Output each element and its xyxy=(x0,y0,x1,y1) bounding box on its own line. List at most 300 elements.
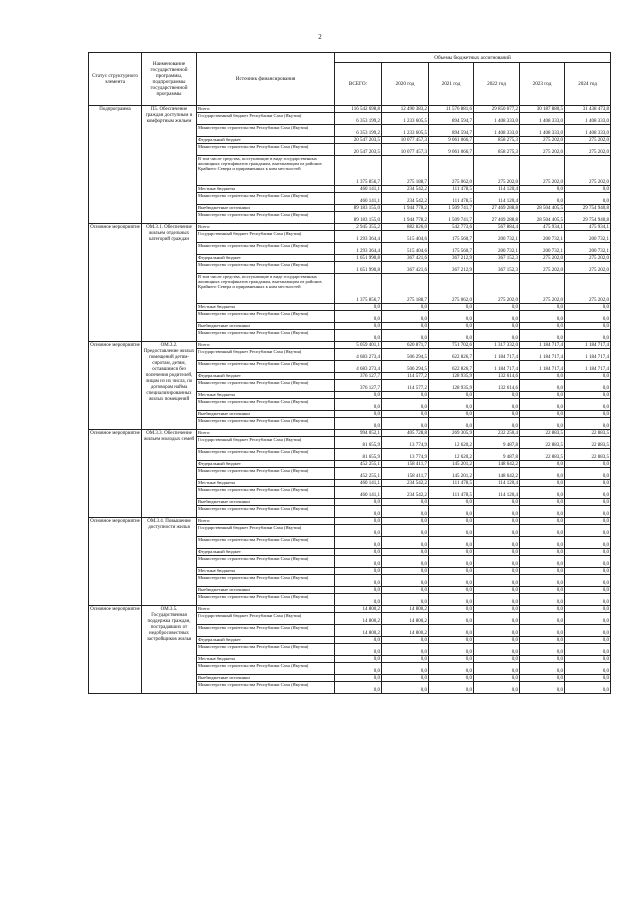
year-value-cell: 0,0 xyxy=(520,537,565,549)
funding-source-cell: Федеральный бюджет xyxy=(197,373,335,380)
year-value-cell: 0,0 xyxy=(520,323,565,330)
status-cell: Основное мероприятие xyxy=(89,518,142,606)
year-value-cell: 11 576 881,6 xyxy=(429,106,474,113)
funding-source-cell: Федеральный бюджет xyxy=(197,549,335,556)
total-value-cell: 116 542 698,8 xyxy=(335,106,382,113)
year-value-cell: 0,0 xyxy=(520,499,565,506)
funding-source-cell: Местные бюджеты xyxy=(197,186,335,193)
year-value-cell: 0,0 xyxy=(565,663,611,675)
year-value-cell: 200 732,1 xyxy=(520,231,565,243)
funding-source-cell: Всего: xyxy=(197,606,335,613)
year-value-cell: 0,0 xyxy=(382,675,429,682)
year-value-cell: 0,0 xyxy=(520,549,565,556)
total-value-cell: 14 800,2 xyxy=(335,625,382,637)
year-value-cell: 275 202,0 xyxy=(565,156,611,186)
total-value-cell: 0,0 xyxy=(335,568,382,575)
status-cell: Основное мероприятие xyxy=(89,606,142,694)
year-value-cell: 515 404,6 xyxy=(382,243,429,255)
year-value-cell: 0,0 xyxy=(429,656,474,663)
year-value-cell: 0,0 xyxy=(565,637,611,644)
year-value-cell: 0,0 xyxy=(382,575,429,587)
funding-source-cell: Государственный бюджет Республики Саха (Якутия) xyxy=(197,349,335,361)
year-value-cell: 1 408 333,0 xyxy=(474,125,520,137)
year-value-cell: 0,0 xyxy=(429,587,474,594)
year-value-cell: 234 542,2 xyxy=(382,186,429,193)
year-value-cell: 0,0 xyxy=(565,480,611,487)
year-value-cell: 0,0 xyxy=(474,644,520,656)
funding-source-cell: Министерство строительства Республики Саха (Якутия) xyxy=(197,380,335,392)
year-value-cell: 275 062,0 xyxy=(429,156,474,186)
total-value-cell: 0,0 xyxy=(335,330,382,342)
year-value-cell: 0,0 xyxy=(565,675,611,682)
year-value-cell: 367 152,3 xyxy=(474,262,520,274)
year-value-cell: 506 294,5 xyxy=(382,349,429,361)
year-value-cell: 275 188,7 xyxy=(382,274,429,304)
year-value-cell: 0,0 xyxy=(382,587,429,594)
year-value-cell: 1 317 332,0 xyxy=(474,342,520,349)
year-value-cell: 0,0 xyxy=(382,418,429,430)
funding-source-cell: Министерство строительства Республики Саха (Якутия) xyxy=(197,361,335,373)
year-value-cell: 200 732,1 xyxy=(565,231,611,243)
total-value-cell: 0,0 xyxy=(335,499,382,506)
year-value-cell: 13 774,9 xyxy=(382,449,429,461)
header-2023: 2023 год xyxy=(520,63,565,106)
funding-source-cell: Местные бюджеты xyxy=(197,304,335,311)
year-value-cell: 0,0 xyxy=(474,304,520,311)
funding-source-cell: Внебюджетные источники xyxy=(197,587,335,594)
year-value-cell: 0,0 xyxy=(474,537,520,549)
total-value-cell: 0,0 xyxy=(335,506,382,518)
year-value-cell: 1 233 605,5 xyxy=(382,113,429,125)
year-value-cell: 0,0 xyxy=(474,556,520,568)
year-value-cell: 0,0 xyxy=(429,625,474,637)
year-value-cell: 0,0 xyxy=(565,487,611,499)
year-value-cell: 0,0 xyxy=(520,568,565,575)
funding-source-cell: Внебюджетные источники xyxy=(197,675,335,682)
year-value-cell: 29 754 940,8 xyxy=(565,205,611,212)
year-value-cell: 10 077 457,3 xyxy=(382,137,429,144)
year-value-cell: 200 732,1 xyxy=(474,243,520,255)
funding-source-cell: Местные бюджеты xyxy=(197,656,335,663)
year-value-cell: 0,0 xyxy=(520,518,565,525)
year-value-cell: 275 202,0 xyxy=(520,255,565,262)
year-value-cell: 0,0 xyxy=(429,556,474,568)
year-value-cell: 1 408 333,0 xyxy=(565,113,611,125)
year-value-cell: 0,0 xyxy=(520,625,565,637)
year-value-cell: 27 469 288,8 xyxy=(474,205,520,212)
year-value-cell: 1 408 333,0 xyxy=(520,125,565,137)
year-value-cell: 275 202,0 xyxy=(474,274,520,304)
year-value-cell: 0,0 xyxy=(565,418,611,430)
total-value-cell: 0,0 xyxy=(335,594,382,606)
year-value-cell: 0,0 xyxy=(520,594,565,606)
year-value-cell: 0,0 xyxy=(520,193,565,205)
year-value-cell: 114 577,2 xyxy=(382,373,429,380)
year-value-cell: 0,0 xyxy=(520,380,565,392)
year-value-cell: 0,0 xyxy=(520,587,565,594)
program-name-cell: ОМ.3.5. Государственная поддержка граждан, пострадавших от недобросовестных застройщиков жилья xyxy=(142,606,197,694)
year-value-cell: 0,0 xyxy=(520,461,565,468)
year-value-cell: 0,0 xyxy=(382,537,429,549)
year-value-cell: 0,0 xyxy=(382,499,429,506)
funding-source-cell: Всего: xyxy=(197,430,335,437)
year-value-cell: 111 478,5 xyxy=(429,193,474,205)
year-value-cell: 367 421,6 xyxy=(382,255,429,262)
year-value-cell: 405 728,8 xyxy=(382,430,429,437)
year-value-cell: 0,0 xyxy=(565,399,611,411)
year-value-cell: 0,0 xyxy=(429,549,474,556)
funding-source-cell: В том числе средства, поступающие в виде государственных жилищных сертификатов гражданам, выезжающим из районов Крайнего Севера и приравненных к ним местностей xyxy=(197,274,335,304)
year-value-cell: 111 478,5 xyxy=(429,186,474,193)
funding-source-cell: Министерство строительства Республики Саха (Якутия) xyxy=(197,311,335,323)
year-value-cell: 0,0 xyxy=(382,656,429,663)
total-value-cell: 0,0 xyxy=(335,304,382,311)
year-value-cell: 0,0 xyxy=(565,613,611,625)
year-value-cell: 0,0 xyxy=(429,606,474,613)
funding-source-cell: Всего: xyxy=(197,518,335,525)
header-2020: 2020 год xyxy=(382,63,429,106)
funding-source-cell: Государственный бюджет Республики Саха (Якутия) xyxy=(197,437,335,449)
year-value-cell: 0,0 xyxy=(429,575,474,587)
year-value-cell: 14 800,2 xyxy=(382,613,429,625)
total-value-cell: 1 293 364,4 xyxy=(335,243,382,255)
year-value-cell: 0,0 xyxy=(429,506,474,518)
year-value-cell: 9 061 066,7 xyxy=(429,144,474,156)
year-value-cell: 132 614,6 xyxy=(474,380,520,392)
year-value-cell: 0,0 xyxy=(474,311,520,323)
year-value-cell: 0,0 xyxy=(429,330,474,342)
year-value-cell: 175 560,7 xyxy=(429,243,474,255)
year-value-cell: 0,0 xyxy=(565,411,611,418)
year-value-cell: 0,0 xyxy=(520,480,565,487)
year-value-cell: 858 275,3 xyxy=(474,144,520,156)
total-value-cell: 0,0 xyxy=(335,418,382,430)
year-value-cell: 620 871,7 xyxy=(382,342,429,349)
year-value-cell: 0,0 xyxy=(565,323,611,330)
year-value-cell: 0,0 xyxy=(429,392,474,399)
year-value-cell: 1 408 333,0 xyxy=(520,113,565,125)
year-value-cell: 0,0 xyxy=(520,644,565,656)
total-value-cell: 0,0 xyxy=(335,675,382,682)
year-value-cell: 0,0 xyxy=(474,549,520,556)
total-value-cell: 0,0 xyxy=(335,663,382,675)
year-value-cell: 1 184 717,4 xyxy=(565,349,611,361)
total-value-cell: 0,0 xyxy=(335,575,382,587)
total-value-cell: 1 293 364,4 xyxy=(335,231,382,243)
year-value-cell: 0,0 xyxy=(429,411,474,418)
year-value-cell: 1 184 717,4 xyxy=(474,349,520,361)
program-name-cell: ОМ.3.1. Обеспечение жильем отдельных категорий граждан xyxy=(142,224,197,342)
year-value-cell: 0,0 xyxy=(382,525,429,537)
year-value-cell: 1 509 741,7 xyxy=(429,205,474,212)
year-value-cell: 0,0 xyxy=(520,311,565,323)
year-value-cell: 12 620,2 xyxy=(429,437,474,449)
funding-source-cell: Министерство строительства Республики Саха (Якутия) xyxy=(197,682,335,694)
year-value-cell: 0,0 xyxy=(429,525,474,537)
table-body xyxy=(89,106,611,694)
header-total: ВСЕГО: xyxy=(335,63,382,106)
year-value-cell: 0,0 xyxy=(520,656,565,663)
year-value-cell: 0,0 xyxy=(520,575,565,587)
total-value-cell: 6 353 199,2 xyxy=(335,125,382,137)
year-value-cell: 0,0 xyxy=(520,418,565,430)
funding-source-cell: Внебюджетные источники xyxy=(197,205,335,212)
total-value-cell: 4 683 273,4 xyxy=(335,349,382,361)
year-value-cell: 0,0 xyxy=(382,594,429,606)
funding-source-cell: Внебюджетные источники xyxy=(197,499,335,506)
year-value-cell: 234 542,2 xyxy=(382,480,429,487)
year-value-cell: 0,0 xyxy=(382,311,429,323)
year-value-cell: 0,0 xyxy=(565,373,611,380)
page-number: 2 xyxy=(318,33,322,41)
total-value-cell: 1 375 856,7 xyxy=(335,274,382,304)
year-value-cell: 0,0 xyxy=(382,637,429,644)
year-value-cell: 0,0 xyxy=(474,613,520,625)
year-value-cell: 0,0 xyxy=(429,323,474,330)
year-value-cell: 22 883,5 xyxy=(565,437,611,449)
year-value-cell: 0,0 xyxy=(474,663,520,675)
year-value-cell: 1 184 717,4 xyxy=(565,361,611,373)
year-value-cell: 275 202,0 xyxy=(520,144,565,156)
year-value-cell: 0,0 xyxy=(565,575,611,587)
year-value-cell: 894 594,7 xyxy=(429,125,474,137)
year-value-cell: 275 062,0 xyxy=(429,274,474,304)
funding-source-cell: Местные бюджеты xyxy=(197,392,335,399)
year-value-cell: 0,0 xyxy=(520,556,565,568)
year-value-cell: 0,0 xyxy=(474,330,520,342)
year-value-cell: 506 294,5 xyxy=(382,361,429,373)
year-value-cell: 0,0 xyxy=(429,637,474,644)
total-value-cell: 0,0 xyxy=(335,392,382,399)
year-value-cell: 275 202,0 xyxy=(520,262,565,274)
year-value-cell: 0,0 xyxy=(474,418,520,430)
year-value-cell: 0,0 xyxy=(565,594,611,606)
year-value-cell: 0,0 xyxy=(474,411,520,418)
funding-source-cell: Министерство строительства Республики Саха (Якутия) xyxy=(197,399,335,411)
year-value-cell: 0,0 xyxy=(565,193,611,205)
program-name-cell: ОМ.3.3. Обеспечение жильем молодых семей xyxy=(142,430,197,518)
funding-source-cell: Местные бюджеты xyxy=(197,568,335,575)
total-value-cell: 994 052,1 xyxy=(335,430,382,437)
year-value-cell: 0,0 xyxy=(474,587,520,594)
year-value-cell: 0,0 xyxy=(520,399,565,411)
funding-source-cell: Министерство строительства Республики Саха (Якутия) xyxy=(197,594,335,606)
funding-source-cell: Министерство строительства Республики Саха (Якутия) xyxy=(197,144,335,156)
total-value-cell: 0,0 xyxy=(335,518,382,525)
funding-source-cell: Министерство строительства Республики Саха (Якутия) xyxy=(197,449,335,461)
year-value-cell: 111 478,5 xyxy=(429,480,474,487)
header-2022: 2022 год xyxy=(474,63,520,106)
year-value-cell: 751 702,6 xyxy=(429,342,474,349)
year-value-cell: 0,0 xyxy=(429,594,474,606)
year-value-cell: 12 620,2 xyxy=(429,449,474,461)
year-value-cell: 0,0 xyxy=(520,682,565,694)
funding-source-cell: Министерство строительства Республики Саха (Якутия) xyxy=(197,487,335,499)
year-value-cell: 0,0 xyxy=(382,682,429,694)
total-value-cell: 81 655,9 xyxy=(335,449,382,461)
status-cell: Основное мероприятие xyxy=(89,224,142,342)
year-value-cell: 0,0 xyxy=(565,506,611,518)
year-value-cell: 367 212,9 xyxy=(429,255,474,262)
total-value-cell: 0,0 xyxy=(335,682,382,694)
year-value-cell: 567 884,4 xyxy=(474,224,520,231)
total-value-cell: 0,0 xyxy=(335,656,382,663)
year-value-cell: 114 120,4 xyxy=(474,193,520,205)
year-value-cell: 132 614,6 xyxy=(474,373,520,380)
funding-source-cell: Министерство строительства Республики Саха (Якутия) xyxy=(197,262,335,274)
year-value-cell: 234 542,2 xyxy=(382,487,429,499)
year-value-cell: 0,0 xyxy=(520,373,565,380)
total-value-cell: 376 127,7 xyxy=(335,380,382,392)
funding-source-cell: Министерство строительства Республики Саха (Якутия) xyxy=(197,575,335,587)
year-value-cell: 0,0 xyxy=(565,330,611,342)
year-value-cell: 0,0 xyxy=(382,644,429,656)
year-value-cell: 1 233 605,5 xyxy=(382,125,429,137)
year-value-cell: 0,0 xyxy=(429,682,474,694)
year-value-cell: 0,0 xyxy=(474,518,520,525)
total-value-cell: 0,0 xyxy=(335,399,382,411)
funding-source-cell: Министерство строительства Республики Саха (Якутия) xyxy=(197,193,335,205)
year-value-cell: 1 184 717,4 xyxy=(520,361,565,373)
total-value-cell: 81 655,9 xyxy=(335,437,382,449)
year-value-cell: 275 188,7 xyxy=(382,156,429,186)
year-value-cell: 0,0 xyxy=(565,644,611,656)
year-value-cell: 1 184 717,4 xyxy=(520,349,565,361)
year-value-cell: 0,0 xyxy=(474,606,520,613)
year-value-cell: 0,0 xyxy=(474,399,520,411)
year-value-cell: 0,0 xyxy=(565,568,611,575)
funding-source-cell: Министерство строительства Республики Саха (Якутия) xyxy=(197,243,335,255)
total-value-cell: 0,0 xyxy=(335,587,382,594)
year-value-cell: 269 305,9 xyxy=(429,430,474,437)
funding-source-cell: Министерство строительства Республики Саха (Якутия) xyxy=(197,468,335,480)
total-value-cell: 2 945 355,2 xyxy=(335,224,382,231)
year-value-cell: 12 490 383,2 xyxy=(382,106,429,113)
year-value-cell: 0,0 xyxy=(565,461,611,468)
year-value-cell: 0,0 xyxy=(565,656,611,663)
total-value-cell: 20 547 203,5 xyxy=(335,137,382,144)
funding-source-cell: Внебюджетные источники xyxy=(197,323,335,330)
funding-source-cell: Местные бюджеты xyxy=(197,480,335,487)
status-cell: Основное мероприятие xyxy=(89,342,142,430)
funding-source-cell: Государственный бюджет Республики Саха (Якутия) xyxy=(197,113,335,125)
funding-source-cell: Министерство строительства Республики Саха (Якутия) xyxy=(197,625,335,637)
funding-source-cell: Всего: xyxy=(197,342,335,349)
year-value-cell: 0,0 xyxy=(382,568,429,575)
year-value-cell: 0,0 xyxy=(520,468,565,480)
year-value-cell: 114 120,4 xyxy=(474,487,520,499)
year-value-cell: 0,0 xyxy=(565,311,611,323)
year-value-cell: 234 542,2 xyxy=(382,193,429,205)
year-value-cell: 29 850 077,2 xyxy=(474,106,520,113)
year-value-cell: 0,0 xyxy=(429,418,474,430)
total-value-cell: 452 255,1 xyxy=(335,468,382,480)
total-value-cell: 460 141,1 xyxy=(335,480,382,487)
year-value-cell: 0,0 xyxy=(429,644,474,656)
year-value-cell: 1 944 778,2 xyxy=(382,212,429,224)
total-value-cell: 376 127,7 xyxy=(335,373,382,380)
year-value-cell: 22 883,5 xyxy=(520,430,565,437)
year-value-cell: 0,0 xyxy=(520,487,565,499)
year-value-cell: 367 152,3 xyxy=(474,255,520,262)
funding-source-cell: Федеральный бюджет xyxy=(197,461,335,468)
table-row xyxy=(89,430,611,437)
year-value-cell: 22 883,5 xyxy=(565,430,611,437)
year-value-cell: 515 404,6 xyxy=(382,231,429,243)
funding-source-cell: Министерство строительства Республики Саха (Якутия) xyxy=(197,663,335,675)
year-value-cell: 14 800,2 xyxy=(382,625,429,637)
year-value-cell: 0,0 xyxy=(429,675,474,682)
funding-source-cell: Всего: xyxy=(197,224,335,231)
year-value-cell: 13 774,9 xyxy=(382,437,429,449)
year-value-cell: 148 642,2 xyxy=(474,461,520,468)
year-value-cell: 0,0 xyxy=(474,575,520,587)
year-value-cell: 0,0 xyxy=(565,468,611,480)
funding-source-cell: Государственный бюджет Республики Саха (Якутия) xyxy=(197,525,335,537)
year-value-cell: 0,0 xyxy=(474,525,520,537)
budget-table xyxy=(88,52,611,694)
total-value-cell: 1 375 856,7 xyxy=(335,156,382,186)
year-value-cell: 622 826,7 xyxy=(429,349,474,361)
year-value-cell: 0,0 xyxy=(565,186,611,193)
year-value-cell: 10 077 457,3 xyxy=(382,144,429,156)
year-value-cell: 22 883,5 xyxy=(565,449,611,461)
year-value-cell: 0,0 xyxy=(429,537,474,549)
year-value-cell: 0,0 xyxy=(382,411,429,418)
year-value-cell: 0,0 xyxy=(382,304,429,311)
year-value-cell: 0,0 xyxy=(382,506,429,518)
year-value-cell: 275 202,0 xyxy=(565,137,611,144)
year-value-cell: 22 883,5 xyxy=(520,437,565,449)
header-volumes: Объемы бюджетных ассигнований xyxy=(335,53,611,63)
total-value-cell: 0,0 xyxy=(335,549,382,556)
year-value-cell: 14 800,2 xyxy=(382,606,429,613)
year-value-cell: 0,0 xyxy=(429,399,474,411)
program-name-cell: ОМ.3.4. Повышение доступности жилья xyxy=(142,518,197,606)
funding-source-cell: Государственный бюджет Республики Саха (Якутия) xyxy=(197,613,335,625)
year-value-cell: 0,0 xyxy=(474,682,520,694)
total-value-cell: 452 255,1 xyxy=(335,461,382,468)
year-value-cell: 145 201,2 xyxy=(429,461,474,468)
total-value-cell: 0,0 xyxy=(335,525,382,537)
funding-source-cell: Всего: xyxy=(197,106,335,113)
program-name-cell: П5. Обеспечение граждан доступным и комфортным жильем xyxy=(142,106,197,224)
year-value-cell: 0,0 xyxy=(520,330,565,342)
table-row xyxy=(89,606,611,613)
total-value-cell: 460 141,1 xyxy=(335,193,382,205)
year-value-cell: 232 250,4 xyxy=(474,430,520,437)
table-row xyxy=(89,518,611,525)
total-value-cell: 460 141,1 xyxy=(335,186,382,193)
year-value-cell: 0,0 xyxy=(382,518,429,525)
year-value-cell: 0,0 xyxy=(565,682,611,694)
total-value-cell: 0,0 xyxy=(335,411,382,418)
year-value-cell: 200 732,1 xyxy=(474,231,520,243)
total-value-cell: 0,0 xyxy=(335,556,382,568)
year-value-cell: 9 061 066,7 xyxy=(429,137,474,144)
year-value-cell: 0,0 xyxy=(565,587,611,594)
year-value-cell: 882 826,0 xyxy=(382,224,429,231)
year-value-cell: 0,0 xyxy=(382,556,429,568)
year-value-cell: 28 504 405,5 xyxy=(520,205,565,212)
year-value-cell: 1 408 333,0 xyxy=(474,113,520,125)
year-value-cell: 0,0 xyxy=(520,663,565,675)
year-value-cell: 9 487,8 xyxy=(474,449,520,461)
funding-source-cell: Министерство строительства Республики Саха (Якутия) xyxy=(197,330,335,342)
year-value-cell: 0,0 xyxy=(429,663,474,675)
year-value-cell: 0,0 xyxy=(520,606,565,613)
funding-source-cell: В том числе средства, поступающие в виде государственных жилищных сертификатов гражданам, выезжающим из районов Крайнего Севера и приравненных к ним местностей xyxy=(197,156,335,186)
